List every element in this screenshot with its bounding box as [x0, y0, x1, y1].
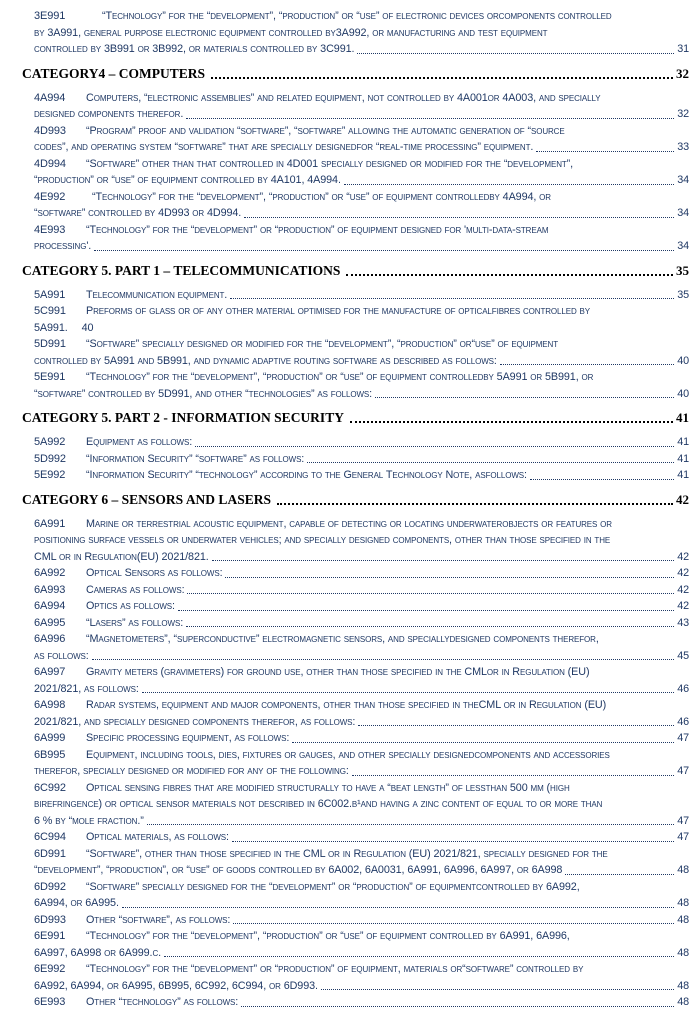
- entry-code: 4A994: [34, 91, 66, 104]
- category-heading: [22, 408, 689, 428]
- category-heading: [22, 64, 689, 84]
- entry-line: [34, 303, 689, 320]
- entry-line: [34, 714, 689, 731]
- entry-text: “Information Security” “technology” according to the General Technology Note, asfollows:: [86, 469, 527, 481]
- category-heading-text: CATEGORY 5. PART 2 - INFORMATION SECURITY: [22, 410, 344, 425]
- entry-line: [34, 106, 689, 123]
- entry-line: [34, 189, 689, 206]
- category-heading-text: CATEGORY4 – COMPUTERS: [22, 65, 206, 81]
- page-number: 48: [677, 946, 689, 959]
- entry-line: [34, 467, 689, 484]
- entry-line: [34, 8, 689, 25]
- page-number: 31: [677, 43, 689, 55]
- toc-entry: [22, 664, 689, 697]
- entry-code: 5E992: [34, 469, 66, 481]
- entry-text: 6A992, 6A994, or 6A995, 6B995, 6C992, 6C994, or 6D993.: [34, 979, 318, 992]
- dot-leader-icon: [530, 479, 674, 480]
- page-number: 42: [677, 550, 689, 563]
- entry-line: [34, 434, 689, 451]
- category-heading-text: CATEGORY 6 – SENSORS AND LASERS: [22, 491, 271, 507]
- entry-text: codes”, and operating system “software” that are specially designedfor “real-time processing” equipment.: [34, 141, 534, 153]
- dot-leader-icon: [147, 824, 674, 825]
- toc-entry: [22, 846, 689, 879]
- entry-text: processing'.: [34, 240, 92, 252]
- category-heading: [22, 261, 689, 281]
- entry-line: [34, 796, 689, 813]
- entry-line: [34, 532, 689, 549]
- page-number: 48: [677, 913, 689, 926]
- entry-text: “production” or “use” of equipment controlled by 4A101, 4A994.: [34, 174, 341, 186]
- entry-text: Computers, “electronic assemblies” and related equipment, not controlled by 4A001or 4A003, and specially: [86, 91, 601, 104]
- entry-line: [34, 336, 689, 353]
- entry-text: positioning surface vessels or underwater vehicles; and specially designed components, other than those specified in the: [34, 534, 611, 546]
- entry-line: [34, 369, 689, 386]
- entry-text: Marine or terrestrial acoustic equipment, capable of detecting or locating underwaterobjects or features or: [86, 517, 612, 530]
- page-number: 41: [677, 469, 689, 481]
- page-number: 47: [677, 765, 689, 777]
- entry-text: Other “software”, as follows:: [86, 913, 231, 926]
- entry-line: [34, 763, 689, 780]
- page-number: 34: [677, 207, 689, 219]
- dot-leader-icon: [358, 725, 674, 726]
- entry-line: [34, 222, 689, 239]
- toc-entry: [22, 303, 689, 336]
- dot-leader-icon: [232, 841, 674, 842]
- entry-text: 6A994, or 6A995.: [34, 897, 119, 909]
- entry-line: [34, 813, 689, 830]
- entry-text: birefringence) or optical sensor materials not described in 6C002.b¹and having a zinc content of equal to or more than: [34, 798, 603, 810]
- entry-line: [34, 516, 689, 533]
- toc-entry: [22, 615, 689, 632]
- category-heading: [22, 490, 689, 510]
- entry-text: Equipment, including tools, dies, fixtures or gauges, and other specially designedcomponents and accessories: [86, 748, 610, 761]
- toc-entry: [22, 829, 689, 846]
- toc-entry: [22, 516, 689, 566]
- entry-line: [34, 598, 689, 615]
- entry-text: “Software” specially designed or modified for the “development”, “production” or“use” of equipment: [86, 338, 558, 350]
- toc-entry: [22, 434, 689, 451]
- entry-line: [34, 945, 689, 962]
- dot-leader-icon: [292, 742, 674, 743]
- page-number: 33: [677, 141, 689, 153]
- dot-leader-icon: [321, 989, 674, 990]
- entry-text: “Technology” for the “development”, “production” or “use” of electronic devices orcomponents controlled: [102, 10, 612, 22]
- page-number: 40: [677, 387, 689, 400]
- entry-text: 5A991.: [34, 321, 68, 334]
- page-number: 48: [677, 897, 689, 909]
- dot-leader-icon: [164, 956, 674, 957]
- entry-text: “Technology” for the “development” or “production” of equipment, materials or“software” controlled by: [86, 963, 584, 975]
- toc-entry: [22, 631, 689, 664]
- entry-code: 5D991: [34, 338, 66, 350]
- toc-entry: [22, 928, 689, 961]
- entry-text: “Information Security” “software” as follows:: [86, 452, 305, 465]
- page-number: 42: [676, 491, 689, 507]
- entry-code: 6C992: [34, 781, 66, 794]
- dot-leader-icon: [352, 775, 674, 776]
- page-number: 48: [677, 864, 689, 876]
- entry-text: therefor, specially designed or modified for any of the following:: [34, 765, 349, 777]
- entry-line: [34, 451, 689, 468]
- toc-entry: [22, 879, 689, 912]
- entry-line: [34, 549, 689, 566]
- page-number: 45: [677, 649, 689, 662]
- page-number: 47: [677, 732, 689, 744]
- toc-entry: [22, 90, 689, 123]
- entry-text: Optics as follows:: [86, 600, 175, 612]
- entry-code: 6E993: [34, 996, 66, 1008]
- toc-entry: [22, 565, 689, 582]
- toc-entry: [22, 730, 689, 747]
- entry-code: 6A995: [34, 616, 66, 629]
- toc-entry: [22, 912, 689, 929]
- entry-code: 5C991: [34, 305, 66, 317]
- toc-entry: [22, 582, 689, 599]
- entry-text: 6 % by “mole fraction.”: [34, 814, 144, 827]
- entry-line: [34, 565, 689, 582]
- page-number: 34: [677, 240, 689, 252]
- entry-text: “Technology” for the “development”, “production” or “use” of equipment controlledby 4A994, or: [92, 190, 551, 203]
- entry-code: 4E993: [34, 223, 66, 236]
- entry-line: [34, 994, 689, 1011]
- entry-code: 6C994: [34, 831, 66, 843]
- entry-line: [34, 90, 689, 107]
- entry-code: 6A996: [34, 633, 66, 645]
- entry-line: [34, 664, 689, 681]
- entry-code: 6D993: [34, 913, 66, 926]
- entry-code: 6A997: [34, 666, 66, 678]
- entry-line: [34, 780, 689, 797]
- entry-text: “software” controlled by 4D993 or 4D994.: [34, 207, 242, 219]
- dot-leader-icon: [94, 250, 674, 251]
- entry-line: [34, 879, 689, 896]
- entry-text: “Program” proof and validation “software”, “software” allowing the automatic generation of “source: [86, 124, 565, 137]
- page-number: 32: [677, 108, 689, 120]
- dot-leader-icon: [307, 462, 674, 463]
- entry-text: 2021/821, and specially designed components therefor, as follows:: [34, 715, 356, 728]
- toc-entry: [22, 598, 689, 615]
- toc-entry: [22, 697, 689, 730]
- page-number: 47: [677, 831, 689, 843]
- toc-entry: [22, 287, 689, 304]
- dot-leader-icon: [241, 1006, 674, 1007]
- entry-code: 6B995: [34, 748, 66, 761]
- dot-leader-icon: [277, 503, 673, 505]
- entry-text: controlled by 3B991 or 3B992, or materials controlled by 3C991.: [34, 43, 355, 55]
- entry-line: [34, 41, 689, 58]
- entry-code: 5D992: [34, 452, 66, 465]
- dot-leader-icon: [357, 53, 674, 54]
- toc-entry: [22, 189, 689, 222]
- toc-entry: [22, 369, 689, 402]
- page-number: 48: [677, 979, 689, 992]
- page-number: 42: [677, 600, 689, 612]
- entry-text: Preforms of glass or of any other material optimised for the manufacture of opticalfibres controlled by: [86, 305, 591, 317]
- entry-code: 6A993: [34, 583, 66, 596]
- entry-text: “Software” specially designed for the “development” or “production” of equipmentcontrolled by 6A992,: [86, 880, 580, 893]
- entry-line: [34, 961, 689, 978]
- page-number: 46: [677, 682, 689, 695]
- entry-line: [34, 697, 689, 714]
- entry-code: 4E992: [34, 190, 66, 203]
- dot-leader-icon: [565, 874, 674, 875]
- dot-leader-icon: [178, 610, 674, 611]
- entry-line: [34, 846, 689, 863]
- dot-leader-icon: [186, 626, 674, 627]
- dot-leader-icon: [375, 397, 674, 398]
- entry-text: “Software”, other than those specified in the CML or in Regulation (EU) 2021/821, specially designed for the: [86, 847, 608, 860]
- entry-line: [34, 238, 689, 255]
- entry-code: 6A999: [34, 732, 66, 744]
- page-number: 46: [677, 715, 689, 728]
- entry-code: 6D992: [34, 880, 66, 893]
- entry-text: CML or in Regulation(EU) 2021/821.: [34, 550, 209, 563]
- entry-text: Optical Sensors as follows:: [86, 567, 223, 579]
- table-of-contents: [22, 8, 689, 1011]
- entry-line: [34, 172, 689, 189]
- toc-entry: [22, 123, 689, 156]
- entry-text: Telecommunication equipment.: [86, 288, 228, 301]
- toc-entry: [22, 994, 689, 1011]
- toc-entry: [22, 336, 689, 369]
- toc-entry: [22, 467, 689, 484]
- entry-line: [34, 730, 689, 747]
- entry-line: [34, 648, 689, 665]
- entry-text: Radar systems, equipment and major components, other than those specified in theCML or in Regulation (EU): [86, 699, 607, 711]
- page-number: 42: [677, 583, 689, 596]
- dot-leader-icon: [186, 118, 674, 119]
- entry-text: by 3A991, general purpose electronic equipment controlled by3A992, or manufacturing and test equipment: [34, 26, 548, 39]
- toc-entry: [22, 747, 689, 780]
- entry-line: [34, 320, 689, 337]
- entry-line: [34, 386, 689, 403]
- page-number: 42: [677, 567, 689, 579]
- dot-leader-icon: [346, 274, 673, 276]
- toc-entry: [22, 961, 689, 994]
- dot-leader-icon: [230, 298, 674, 299]
- dot-leader-icon: [142, 692, 674, 693]
- entry-text: 2021/821, as follows:: [34, 682, 139, 695]
- entry-text: “Software” other than that controlled in 4D001 specially designed or modified for the “development”,: [86, 157, 574, 170]
- entry-line: [34, 353, 689, 370]
- toc-entry: [22, 8, 689, 58]
- entry-line: [34, 829, 689, 846]
- entry-text: as follows:: [34, 649, 89, 662]
- dot-leader-icon: [122, 907, 674, 908]
- dot-leader-icon: [233, 923, 674, 924]
- entry-code: 6E992: [34, 963, 66, 975]
- page-number: 48: [677, 996, 689, 1008]
- entry-text: “development”, “production”, or “use” of goods controlled by 6A002, 6A0031, 6A991, 6A996, 6A997, or 6A998: [34, 864, 563, 876]
- entry-code: 5A992: [34, 436, 66, 448]
- dot-leader-icon: [187, 593, 674, 594]
- entry-code: 6E991: [34, 930, 66, 942]
- entry-line: [34, 123, 689, 140]
- entry-text: designed components therefor.: [34, 108, 184, 120]
- entry-code: 4D993: [34, 124, 66, 137]
- entry-line: [34, 139, 689, 156]
- entry-text: controlled by 5A991 and 5B991, and dynamic adaptive routing software as described as follows:: [34, 354, 497, 367]
- entry-text: Equipment as follows:: [86, 436, 193, 448]
- entry-text: Other “technology” as follows:: [86, 996, 239, 1008]
- dot-leader-icon: [344, 184, 674, 185]
- entry-line: [34, 287, 689, 304]
- dot-leader-icon: [212, 560, 675, 561]
- entry-line: [34, 631, 689, 648]
- page-number: 41: [677, 436, 689, 448]
- dot-leader-icon: [211, 77, 673, 79]
- entry-text: Cameras as follows:: [86, 583, 185, 596]
- toc-entry: [22, 156, 689, 189]
- entry-text: “Technology” for the “development”, “production” or “use” of equipment controlledby 5A991 or 5B991, or: [86, 371, 594, 383]
- entry-line: [34, 978, 689, 995]
- toc-entry: [22, 222, 689, 255]
- entry-line: [34, 895, 689, 912]
- entry-line: [34, 912, 689, 929]
- entry-text: Gravity meters (gravimeters) for ground use, other than those specified in the CMLor in Regulation (EU): [86, 666, 590, 678]
- page-number: 47: [677, 814, 689, 827]
- entry-code: 6A991: [34, 517, 66, 530]
- dot-leader-icon: [225, 577, 674, 578]
- entry-code: 4D994: [34, 157, 66, 170]
- entry-code: 6A994: [34, 600, 66, 612]
- dot-leader-icon: [92, 659, 674, 660]
- entry-line: [34, 156, 689, 173]
- page-number: 41: [676, 410, 689, 425]
- entry-line: [34, 928, 689, 945]
- entry-text: “Technology” for the “development”, “production” or “use” of equipment controlled by 6A991, 6A996,: [86, 930, 570, 942]
- entry-line: [34, 747, 689, 764]
- entry-code: 6D991: [34, 847, 66, 860]
- page-number: 35: [677, 288, 689, 301]
- page-number: 32: [676, 65, 689, 81]
- entry-code: 5A991: [34, 288, 66, 301]
- toc-entry: [22, 451, 689, 468]
- page-number: 43: [677, 616, 689, 629]
- entry-line: [34, 205, 689, 222]
- dot-leader-icon: [500, 364, 674, 365]
- entry-text: Optical materials, as follows:: [86, 831, 229, 843]
- entry-line: [34, 862, 689, 879]
- entry-text: 6A997, 6A998 or 6A999.c.: [34, 946, 162, 959]
- entry-code: 6A998: [34, 699, 66, 711]
- entry-line: [34, 615, 689, 632]
- entry-line: [34, 582, 689, 599]
- page-number: 34: [677, 174, 689, 186]
- entry-text: Specific processing equipment, as follows:: [86, 732, 290, 744]
- entry-code: 3E991: [34, 10, 66, 22]
- page-number: 40: [677, 354, 689, 367]
- dot-leader-icon: [350, 421, 673, 423]
- entry-line: [34, 681, 689, 698]
- category-heading-text: CATEGORY 5. PART 1 – TELECOMMUNICATIONS: [22, 262, 341, 278]
- entry-text: “Technology” for the “development” or “production” of equipment designed for 'multi-data-stream: [86, 223, 549, 236]
- toc-entry: [22, 780, 689, 830]
- dot-leader-icon: [195, 446, 674, 447]
- entry-code: 5E991: [34, 371, 66, 383]
- entry-text: “Magnetometers”, “superconductive” electromagnetic sensors, and speciallydesigned components therefor,: [86, 633, 599, 645]
- entry-text: “software” controlled by 5D991, and other “technologies” as follows:: [34, 387, 373, 400]
- page-number: 41: [677, 452, 689, 465]
- dot-leader-icon: [536, 151, 674, 152]
- entry-code: 6A992: [34, 567, 66, 579]
- dot-leader-icon: [244, 217, 674, 218]
- page-number: 35: [676, 262, 689, 278]
- entry-line: [34, 25, 689, 42]
- entry-text: Optical sensing fibres that are modified structurally to have a “beat length” of lessthan 500 mm (high: [86, 781, 570, 794]
- page-number: 40: [81, 321, 94, 334]
- entry-text: “Lasers” as follows:: [86, 616, 184, 629]
